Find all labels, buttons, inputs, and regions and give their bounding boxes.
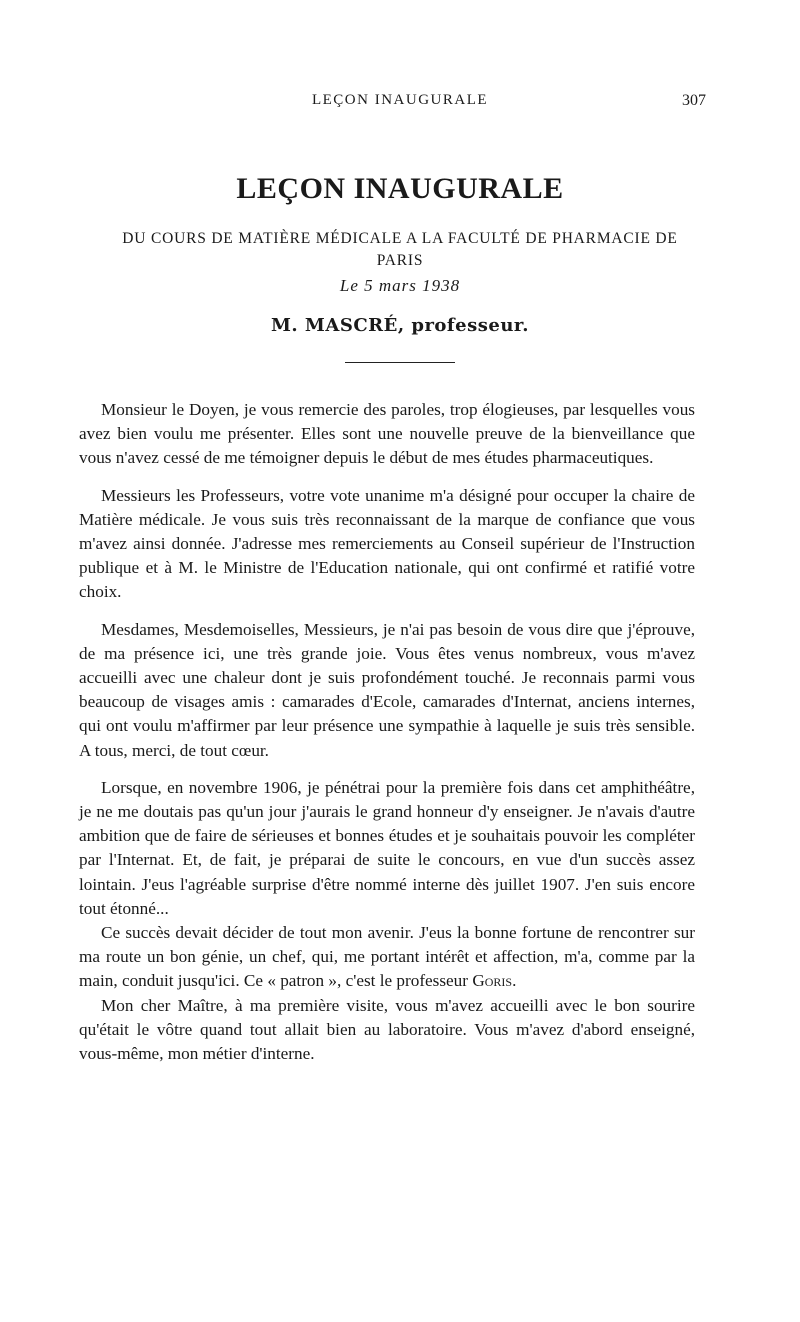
paragraph-succes-text: Ce succès devait décider de tout mon avenir. J'eus la bonne fortune de rencontrer sur ma route un bon génie, un chef, qui, me portant intérêt et affection, m'a, comme par la main, conduit jusqu'ici. Ce « patron », c'est le professeur xyxy=(79,923,695,991)
paragraph-mesdames: Mesdames, Mesdemoiselles, Messieurs, je n'ai pas besoin de vous dire que j'éprouve, de ma présence ici, une très grande joie. Vous êtes venus nombreux, vous m'avez accueilli avec une chaleur dont je suis profondément touché. Je reconnais parmi vous beaucoup de visages amis : camarades d'Ecole, camarades d'Internat, anciens internes, qui ont voulu m'affirmer par leur présence une sympathie à laquelle je suis très sensible. A tous, merci, de tout cœur. xyxy=(79,619,695,760)
lecture-date: Le 5 mars 1938 xyxy=(339,276,461,295)
title-divider xyxy=(345,362,455,363)
paragraph-doyen: Monsieur le Doyen, je vous remercie des paroles, trop élogieuses, par lesquelles vous avez bien voulu me présenter. Elles sont une nouvelle preuve de la bienveillance que vous n'avez cessé de me témoigner depuis le début de mes études pharmaceutiques. xyxy=(79,400,695,468)
running-head xyxy=(0,92,800,118)
lecture-title: LEÇON INAUGURALE xyxy=(236,172,564,205)
page-number: 307 xyxy=(682,92,706,109)
paragraph-succes-end: . xyxy=(512,971,517,991)
body-text xyxy=(79,398,695,1066)
paragraph-professeurs: Messieurs les Professeurs, votre vote unanime m'a désigné pour occuper la chaire de Matière médicale. Je vous suis très reconnaissant de la marque de confiance que vous m'avez ainsi donnée. J'adresse mes remerciements au Conseil supérieur de l'Instruction publique et à M. le Ministre de l'Education nationale, qui ont confirmé et ratifié votre choix. xyxy=(79,485,695,602)
lecture-author: M. MASCRÉ, professeur. xyxy=(270,315,530,336)
lecture-subtitle: DU COURS DE MATIÈRE MÉDICALE A LA FACULTÉ DE PHARMACIE DE PARIS xyxy=(122,230,678,269)
paragraph-lorsque: Lorsque, en novembre 1906, je pénétrai pour la première fois dans cet amphithéâtre, je ne me doutais pas qu'un jour j'aurais le grand honneur d'y enseigner. Je n'avais d'autre ambition que de faire de sérieuses et bonnes études et je souhaitais pouvoir les compléter par l'Internat. Et, de fait, je préparai de suite le concours, en vue d'un succès assez lointain. J'eus l'agréable surprise d'être nommé interne dès juillet 1907. J'en suis encore tout étonné... xyxy=(79,777,695,918)
paragraph-succes xyxy=(79,921,695,994)
running-head-title: LEÇON INAUGURALE xyxy=(311,92,489,108)
name-goris: Goris xyxy=(472,971,513,991)
paragraph-maitre: Mon cher Maître, à ma première visite, vous m'avez accueilli avec le bon sourire qu'était le vôtre quand tout allait bien au laboratoire. Vous m'avez d'abord enseigné, vous-même, mon métier d'interne. xyxy=(79,995,695,1064)
